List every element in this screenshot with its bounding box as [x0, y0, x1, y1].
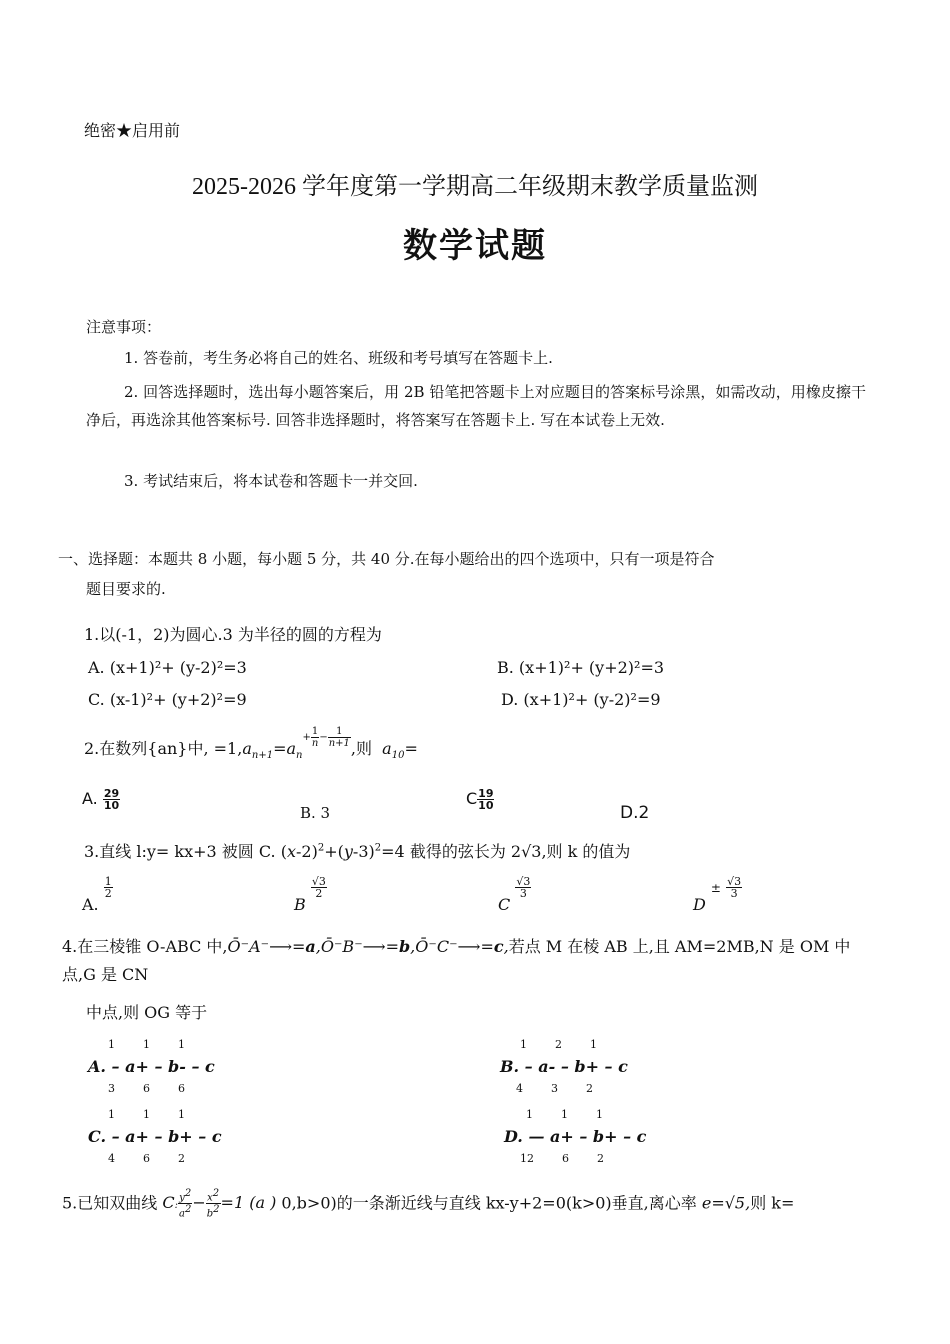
q2-suffix: ,则 — [350, 739, 372, 758]
q2-prefix: 2.在数列{an}中, =1, — [84, 739, 243, 758]
q4-vectors: Ō⁻A⁻⟶=a,Ō⁻B⁻⟶=b,Ō⁻C⁻⟶=c, — [227, 937, 509, 956]
q4-b-bot: 4 3 2 — [516, 1082, 593, 1095]
q4-line-1b: 若点 M 在棱 AB 上,且 AM=2MB,N 是 OM 中 — [508, 937, 851, 956]
q4-line-3: 中点,则 OG 等于 — [86, 1003, 208, 1022]
q4-option-d — [504, 1104, 646, 1170]
q2-a-den: 10 — [103, 799, 120, 812]
notice-item-2: 2. 回答选择题时，选出每小题答案后，用 2B 铅笔把答题卡上对应题目的答案标号涂黑，如需改动，用橡皮擦干净后，再选涂其他答案标号. 回答非选择题时，将答案写在答题卡上. 写在本试卷上无效. — [86, 383, 866, 429]
q3-d-frac — [726, 876, 742, 899]
q1-option-a: A. (x+1)²+ (y-2)²=3 — [88, 658, 247, 677]
q5-tail: 则 k= — [750, 1193, 795, 1213]
q1-option-b: B. (x+1)²+ (y+2)²=3 — [497, 658, 665, 677]
exam-title: 2025-2026 学年度第一学期高二年级期末教学质量监测 — [192, 174, 758, 200]
q3-option-d — [693, 875, 742, 914]
q4-line-1 — [62, 934, 850, 957]
q4-a-bot: 3 6 6 — [108, 1082, 185, 1095]
q3-stem-a: 3.直线 l:y= kx+3 被圆 C. — [84, 842, 276, 861]
q3-c-den: 3 — [519, 887, 527, 900]
q2-option-b: B. 3 — [300, 804, 331, 822]
q3-option-a — [82, 875, 113, 914]
q4-b-top: 1 2 1 — [520, 1038, 597, 1051]
q4-a-top: 1 1 1 — [108, 1038, 185, 1051]
notice-heading: 注意事项： — [86, 318, 162, 336]
q1-stem: 1.以(-1，2)为圆心.3 为半径的圆的方程为 — [84, 625, 382, 644]
q5-suffix: 0,b>0)的一条渐近线与直线 kx-y+2=0(k>0)垂直,离心率 — [281, 1193, 697, 1213]
q4-d-bot: 12 6 2 — [520, 1152, 604, 1165]
section-1-line-1: 一、选择题：本题共 8 小题，每小题 5 分，共 40 分.在每小题给出的四个选项中，只有一项是符合 — [58, 550, 715, 568]
q2-option-d: D.2 — [620, 803, 650, 823]
q4-c-mid: C. – a+ – b+ – c — [88, 1127, 222, 1146]
q2-option-a-frac — [103, 788, 120, 811]
q2-option-c-label: C — [466, 789, 478, 808]
q3-b-label: B — [294, 895, 306, 914]
q4-c-bot: 4 6 2 — [108, 1152, 185, 1165]
q3-b-num: √3 — [311, 875, 326, 888]
q4-option-c — [88, 1104, 222, 1170]
q3-d-pm: ± — [710, 881, 721, 895]
q2-stem — [84, 726, 418, 762]
secret-label: 绝密★启用前 — [84, 121, 181, 140]
q3-a-label: A. — [82, 895, 99, 914]
q4-d-top: 1 1 1 — [526, 1108, 603, 1121]
q3-option-c — [498, 875, 531, 914]
q3-b-den: 2 — [315, 887, 323, 900]
q4-b-mid: B. – a- – b+ – c — [500, 1057, 628, 1076]
q5-hyperbola: C: $\frac{y^2}{a^2}$ − $\frac{x^2}{b^2}$ =1 (a ) — [162, 1188, 277, 1220]
q3-c-frac — [515, 876, 531, 899]
q3-c-num: √3 — [516, 875, 531, 888]
q3-c-label: C — [498, 895, 511, 914]
q1-option-c: C. (x-1)²+ (y+2)²=9 — [88, 690, 247, 709]
q3-d-den: 3 — [730, 887, 738, 900]
q5-eccentricity: e=√5, — [701, 1193, 751, 1213]
q2-option-c — [466, 788, 494, 811]
q3-d-label: D — [693, 895, 706, 914]
notice-item-1: 1. 答卷前，考生务必将自己的姓名、班级和考号填写在答题卡上. — [124, 349, 553, 367]
q5-stem — [62, 1188, 794, 1220]
q2-formula-exponent: + $\frac{1}{n}$ − $\frac{1}{n+1}$ — [302, 726, 350, 749]
q5-prefix: 5.已知双曲线 — [62, 1193, 158, 1213]
q2-formula: $a_{n+1}=a_n$ — [242, 739, 303, 762]
q2-a-num: 29 — [103, 787, 120, 800]
q2-option-a-label: A. — [82, 789, 98, 808]
q3-stem-b: 截得的弦长为 2√3,则 k 的值为 — [409, 842, 631, 861]
q4-option-b — [500, 1034, 628, 1100]
q3-stem — [84, 839, 630, 862]
q2-c-den: 10 — [478, 799, 494, 812]
q4-line-2: 点,G 是 CN — [62, 965, 149, 984]
q3-a-den: 2 — [104, 887, 112, 900]
q3-b-frac — [311, 876, 327, 899]
q3-a-frac — [104, 876, 113, 899]
q4-c-top: 1 1 1 — [108, 1108, 185, 1121]
q3-d-num: √3 — [727, 875, 742, 888]
q4-d-mid: D. — a+ – b+ – c — [504, 1127, 647, 1146]
q2-option-c-frac — [477, 788, 494, 811]
q4-line-1a: 4.在三棱锥 O-ABC 中, — [62, 937, 228, 956]
q1-option-d: D. (x+1)²+ (y-2)²=9 — [501, 690, 661, 709]
section-1-line-2: 题目要求的. — [86, 580, 166, 598]
q2-target: $a_{10}=$ — [382, 739, 418, 762]
q4-option-a — [88, 1034, 215, 1100]
q2-option-a — [82, 788, 120, 811]
section-1-heading — [58, 544, 858, 604]
q2-c-num: 19 — [478, 787, 494, 800]
subject-title: 数学试题 — [403, 226, 547, 266]
q4-a-mid: A. – a+ – b- – c — [88, 1057, 215, 1076]
notice-item-3: 3. 考试结束后，将本试卷和答题卡一并交回. — [124, 472, 418, 490]
q3-option-b — [294, 875, 327, 914]
q3-a-num: 1 — [104, 875, 112, 888]
q3-circle-equation: $(x-2)^2+(y-3)^2=4$ — [280, 842, 405, 861]
